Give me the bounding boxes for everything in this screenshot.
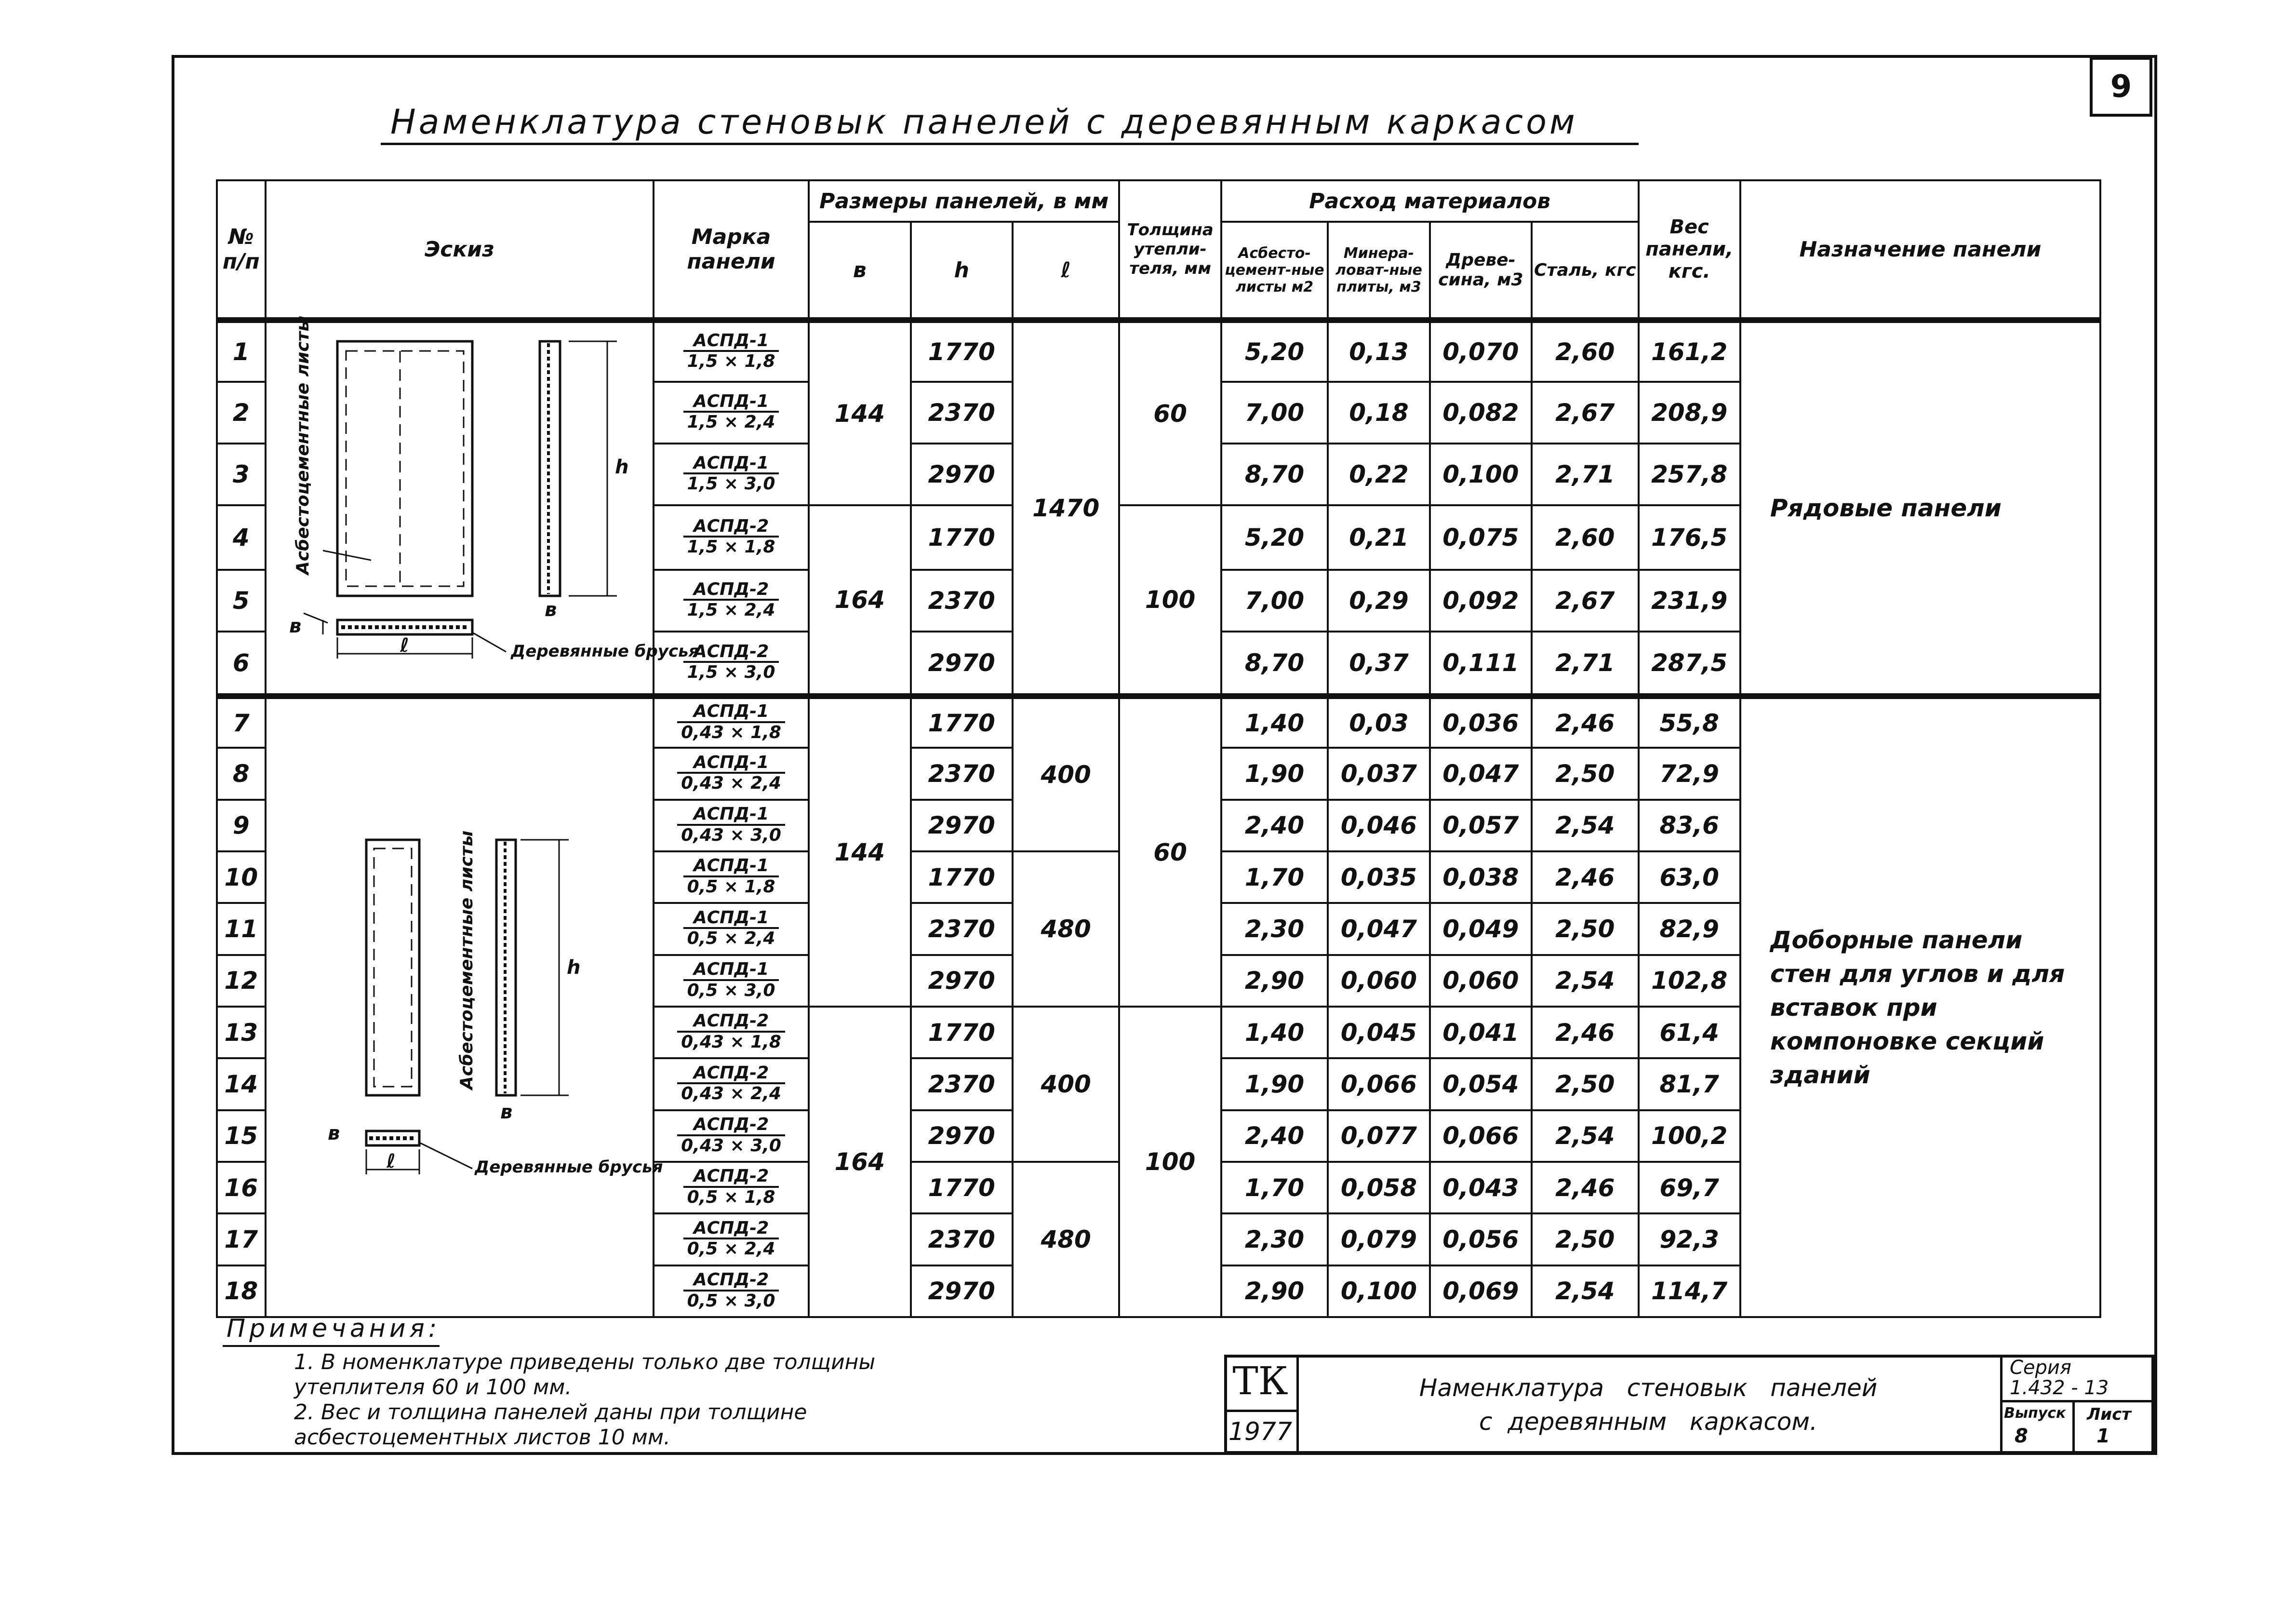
stamp-title-line-2: с деревянным каркасом. [1479, 1408, 1818, 1436]
value-steel: 2,54 [1532, 1265, 1638, 1317]
mark-type: АСПД-1 [683, 454, 779, 475]
value-wood: 0,069 [1430, 1265, 1532, 1317]
value-steel: 2,46 [1532, 1007, 1638, 1058]
mark-size: 0,43 × 3,0 [681, 1135, 781, 1156]
size-l: 480 [1013, 1162, 1119, 1317]
row-number: 15 [217, 1110, 266, 1162]
value-weight: 69,7 [1639, 1162, 1740, 1213]
mark-size: 0,43 × 1,8 [681, 723, 781, 743]
value-steel: 2,46 [1532, 851, 1638, 903]
value-steel: 2,60 [1532, 505, 1638, 570]
value-min: 0,060 [1328, 955, 1429, 1007]
value-steel: 2,71 [1532, 444, 1638, 505]
dim-l-label-1: ℓ [400, 634, 409, 657]
panel-mark-fraction [683, 1219, 779, 1259]
value-min: 0,29 [1328, 570, 1429, 632]
mark-type: АСПД-2 [677, 1011, 785, 1033]
value-min: 0,035 [1328, 851, 1429, 903]
value-wood: 0,100 [1430, 444, 1532, 505]
value-wood: 0,082 [1430, 382, 1532, 444]
wood-bars-label-1: Деревянные брусья [511, 642, 699, 661]
value-min: 0,046 [1328, 800, 1429, 851]
value-weight: 102,8 [1639, 955, 1740, 1007]
size-l: 400 [1013, 696, 1119, 851]
notes-underline [223, 1345, 440, 1347]
row-number: 7 [217, 696, 266, 748]
value-asb: 1,70 [1221, 1162, 1328, 1213]
size-h: 2370 [911, 1058, 1013, 1110]
mark-type: АСПД-2 [677, 1063, 785, 1085]
size-h: 2370 [911, 748, 1013, 799]
size-h: 2970 [911, 800, 1013, 851]
stamp-divider-3 [1224, 1410, 1296, 1412]
value-wood: 0,066 [1430, 1110, 1532, 1162]
value-weight: 231,9 [1639, 570, 1740, 632]
notes-title: Примечания: [227, 1314, 441, 1343]
stamp-divider-2 [2000, 1355, 2002, 1454]
panel-mark [654, 444, 809, 505]
size-h: 2970 [911, 955, 1013, 1007]
row-number: 9 [217, 800, 266, 851]
panel-mark [654, 800, 809, 851]
mark-size: 0,5 × 2,4 [687, 1239, 775, 1259]
value-min: 0,037 [1328, 748, 1429, 799]
issue-label: Выпуск [2004, 1405, 2066, 1422]
insulation-thickness: 60 [1119, 320, 1221, 505]
value-asb: 1,90 [1221, 748, 1328, 799]
size-h: 1770 [911, 320, 1013, 382]
value-min: 0,03 [1328, 696, 1429, 748]
panel-mark-fraction [683, 856, 779, 896]
value-steel: 2,50 [1532, 748, 1638, 799]
materials-group-header: Расход материалов [1221, 180, 1639, 222]
mark-type: АСПД-2 [683, 1167, 779, 1188]
dim-b-label-2b: в [328, 1122, 340, 1144]
asbestos-sheets-label-2: Асбестоцементные листы [457, 830, 477, 1090]
panel-mark-fraction [683, 1167, 779, 1207]
row-number: 1 [217, 320, 266, 382]
title-underline [381, 143, 1639, 145]
panel-mark [654, 505, 809, 570]
value-min: 0,058 [1328, 1162, 1429, 1213]
value-steel: 2,50 [1532, 903, 1638, 955]
panel-mark-fraction [683, 331, 779, 371]
mark-size: 1,5 × 3,0 [687, 662, 775, 683]
size-l: 1470 [1013, 320, 1119, 696]
value-asb: 2,40 [1221, 800, 1328, 851]
size-h: 2970 [911, 1110, 1013, 1162]
row-number: 2 [217, 382, 266, 444]
row-number: 14 [217, 1058, 266, 1110]
mark-size: 0,5 × 3,0 [687, 980, 775, 1000]
panel-mark [654, 1058, 809, 1110]
panel-mark [654, 696, 809, 748]
purpose-regular: Рядовые панели [1740, 320, 2100, 696]
sizes-group-header: Размеры панелей, в мм [809, 180, 1119, 222]
mark-size: 1,5 × 1,8 [687, 537, 775, 557]
value-wood: 0,036 [1430, 696, 1532, 748]
value-min: 0,079 [1328, 1213, 1429, 1265]
col-steel-header: Сталь, кгс [1532, 222, 1638, 320]
size-h: 1770 [911, 851, 1013, 903]
col-num-header: № п/п [217, 180, 266, 320]
value-weight: 161,2 [1639, 320, 1740, 382]
stamp-divider-1 [1296, 1355, 1299, 1454]
panel-mark [654, 320, 809, 382]
row-number: 18 [217, 1265, 266, 1317]
value-weight: 176,5 [1639, 505, 1740, 570]
size-h: 2970 [911, 632, 1013, 696]
series-label: Серия [2010, 1357, 2071, 1379]
stamp-divider-5 [2072, 1400, 2075, 1454]
insulation-thickness: 100 [1119, 505, 1221, 696]
value-asb: 8,70 [1221, 444, 1328, 505]
value-asb: 1,40 [1221, 696, 1328, 748]
size-h: 2370 [911, 903, 1013, 955]
panel-mark [654, 748, 809, 799]
mark-type: АСПД-2 [683, 517, 779, 538]
value-weight: 100,2 [1639, 1110, 1740, 1162]
wood-bars-label-2: Деревянные брусья [475, 1157, 663, 1177]
size-h: 1770 [911, 505, 1013, 570]
col-h-header: h [911, 222, 1013, 320]
value-wood: 0,043 [1430, 1162, 1532, 1213]
mark-type: АСПД-1 [677, 702, 785, 723]
panel-mark [654, 382, 809, 444]
mark-type: АСПД-1 [677, 753, 785, 774]
col-wood-header: Древе-сина, м3 [1430, 222, 1532, 320]
value-min: 0,045 [1328, 1007, 1429, 1058]
value-asb: 2,90 [1221, 955, 1328, 1007]
row-number: 5 [217, 570, 266, 632]
sheet-label: Лист [2087, 1405, 2131, 1424]
row-number: 13 [217, 1007, 266, 1058]
value-asb: 1,70 [1221, 851, 1328, 903]
value-weight: 208,9 [1639, 382, 1740, 444]
col-weight-header: Вес панели, кгс. [1639, 180, 1740, 320]
value-wood: 0,070 [1430, 320, 1532, 382]
panel-mark-fraction [683, 1270, 779, 1310]
row-number: 11 [217, 903, 266, 955]
row-number: 17 [217, 1213, 266, 1265]
purpose-additional: Доборные панели стен для углов и для вставок при компоновке секций зданий [1740, 696, 2100, 1317]
value-weight: 83,6 [1639, 800, 1740, 851]
panel-mark [654, 903, 809, 955]
dim-h-label-1: h [615, 456, 629, 478]
value-steel: 2,60 [1532, 320, 1638, 382]
value-asb: 7,00 [1221, 382, 1328, 444]
value-asb: 2,30 [1221, 903, 1328, 955]
value-weight: 81,7 [1639, 1058, 1740, 1110]
col-mineral-header: Минера-ловат-ные плиты, м3 [1328, 222, 1429, 320]
insulation-thickness: 100 [1119, 1007, 1221, 1317]
sheet-value: 1 [2096, 1425, 2110, 1447]
mark-type: АСПД-1 [683, 960, 779, 981]
sketch-drawing-1 [260, 315, 699, 686]
row-number: 4 [217, 505, 266, 570]
note-line-3: 2. Вес и толщина панелей даны при толщине [294, 1400, 807, 1425]
value-steel: 2,67 [1532, 570, 1638, 632]
dim-b-label-1: в [545, 599, 557, 621]
mark-type: АСПД-2 [683, 642, 779, 663]
dim-b-label-2: в [500, 1101, 513, 1123]
value-asb: 2,30 [1221, 1213, 1328, 1265]
value-steel: 2,54 [1532, 955, 1638, 1007]
col-purpose-header: Назначение панели [1740, 180, 2100, 320]
mark-type: АСПД-1 [677, 805, 785, 826]
size-b: 164 [809, 505, 910, 696]
page-number: 9 [2090, 57, 2152, 117]
size-b: 144 [809, 696, 910, 1007]
size-h: 2370 [911, 1213, 1013, 1265]
value-weight: 55,8 [1639, 696, 1740, 748]
value-wood: 0,075 [1430, 505, 1532, 570]
value-steel: 2,50 [1532, 1058, 1638, 1110]
size-b: 144 [809, 320, 910, 505]
col-asbestos-header: Асбесто-цемент-ные листы м2 [1221, 222, 1328, 320]
panel-mark [654, 1110, 809, 1162]
col-sketch-header: Эскиз [266, 180, 654, 320]
value-wood: 0,057 [1430, 800, 1532, 851]
row-number: 10 [217, 851, 266, 903]
mark-size: 0,43 × 2,4 [681, 773, 781, 794]
panel-mark-fraction [677, 1115, 785, 1155]
panel-mark-fraction [677, 702, 785, 742]
value-wood: 0,054 [1430, 1058, 1532, 1110]
panel-mark-fraction [683, 908, 779, 948]
value-min: 0,22 [1328, 444, 1429, 505]
panel-mark [654, 1162, 809, 1213]
value-asb: 1,90 [1221, 1058, 1328, 1110]
mark-size: 0,5 × 3,0 [687, 1291, 775, 1311]
size-h: 1770 [911, 696, 1013, 748]
mark-type: АСПД-2 [683, 1270, 779, 1292]
size-h: 2370 [911, 382, 1013, 444]
value-wood: 0,111 [1430, 632, 1532, 696]
value-steel: 2,50 [1532, 1213, 1638, 1265]
issue-value: 8 [2015, 1425, 2028, 1447]
col-b-header: в [809, 222, 910, 320]
col-l-header: ℓ [1013, 222, 1119, 320]
value-wood: 0,056 [1430, 1213, 1532, 1265]
note-line-4: асбестоцементных листов 10 мм. [294, 1425, 671, 1450]
mark-type: АСПД-2 [683, 580, 779, 601]
value-steel: 2,54 [1532, 800, 1638, 851]
value-steel: 2,46 [1532, 1162, 1638, 1213]
mark-type: АСПД-1 [683, 392, 779, 413]
mark-size: 0,5 × 1,8 [687, 876, 775, 897]
size-h: 2970 [911, 444, 1013, 505]
mark-size: 0,43 × 2,4 [681, 1084, 781, 1104]
size-h: 2970 [911, 1265, 1013, 1317]
row-number: 8 [217, 748, 266, 799]
sketch-drawing-2 [260, 820, 663, 1205]
panel-mark-fraction [677, 1063, 785, 1104]
dim-b-label-1b: в [289, 615, 302, 637]
value-min: 0,100 [1328, 1265, 1429, 1317]
value-min: 0,066 [1328, 1058, 1429, 1110]
size-h: 1770 [911, 1162, 1013, 1213]
value-wood: 0,038 [1430, 851, 1532, 903]
panel-mark-fraction [683, 960, 779, 1000]
value-weight: 72,9 [1639, 748, 1740, 799]
asbestos-sheets-label-1: Асбестоцементные листы [293, 315, 313, 575]
value-steel: 2,46 [1532, 696, 1638, 748]
panel-mark [654, 851, 809, 903]
value-asb: 8,70 [1221, 632, 1328, 696]
panel-mark-fraction [677, 1011, 785, 1051]
stamp-org: ТК [1232, 1359, 1288, 1403]
mark-size: 0,5 × 1,8 [687, 1187, 775, 1207]
size-l: 480 [1013, 851, 1119, 1007]
mark-size: 0,43 × 3,0 [681, 825, 781, 845]
panel-mark [654, 1213, 809, 1265]
panel-mark [654, 570, 809, 632]
value-asb: 7,00 [1221, 570, 1328, 632]
value-min: 0,37 [1328, 632, 1429, 696]
row-number: 12 [217, 955, 266, 1007]
value-asb: 2,40 [1221, 1110, 1328, 1162]
size-h: 1770 [911, 1007, 1013, 1058]
panel-mark-fraction [683, 454, 779, 494]
table-row [217, 696, 2100, 748]
value-asb: 5,20 [1221, 320, 1328, 382]
value-weight: 287,5 [1639, 632, 1740, 696]
panel-mark [654, 955, 809, 1007]
value-asb: 5,20 [1221, 505, 1328, 570]
value-steel: 2,54 [1532, 1110, 1638, 1162]
mark-size: 1,5 × 3,0 [687, 474, 775, 494]
size-b: 164 [809, 1007, 910, 1317]
value-weight: 257,8 [1639, 444, 1740, 505]
stamp-divider-4 [2000, 1400, 2154, 1402]
series-value: 1.432 - 13 [2010, 1377, 2109, 1399]
value-wood: 0,060 [1430, 955, 1532, 1007]
panel-mark-fraction [683, 517, 779, 557]
value-weight: 114,7 [1639, 1265, 1740, 1317]
panel-mark [654, 1265, 809, 1317]
value-wood: 0,047 [1430, 748, 1532, 799]
value-weight: 82,9 [1639, 903, 1740, 955]
mark-type: АСПД-2 [677, 1115, 785, 1136]
value-weight: 61,4 [1639, 1007, 1740, 1058]
value-weight: 92,3 [1639, 1213, 1740, 1265]
value-steel: 2,71 [1532, 632, 1638, 696]
panel-mark-fraction [677, 805, 785, 845]
row-number: 6 [217, 632, 266, 696]
stamp-title-line-1: Наменклатура стеновык панелей [1419, 1374, 1878, 1402]
mark-size: 1,5 × 2,4 [687, 412, 775, 432]
value-min: 0,18 [1328, 382, 1429, 444]
stamp-year: 1977 [1228, 1417, 1293, 1446]
insulation-thickness: 60 [1119, 696, 1221, 1007]
size-h: 2370 [911, 570, 1013, 632]
size-l: 400 [1013, 1007, 1119, 1162]
note-line-2: утеплителя 60 и 100 мм. [294, 1375, 572, 1400]
mark-size: 1,5 × 1,8 [687, 351, 775, 372]
col-insul-header: Толщина утепли-теля, мм [1119, 180, 1221, 320]
col-mark-header: Марка панели [654, 180, 809, 320]
mark-type: АСПД-1 [683, 908, 779, 929]
value-min: 0,21 [1328, 505, 1429, 570]
value-min: 0,047 [1328, 903, 1429, 955]
mark-size: 0,5 × 2,4 [687, 929, 775, 949]
panel-mark-fraction [683, 580, 779, 620]
dim-h-label-2: h [567, 956, 581, 979]
panel-mark-fraction [677, 753, 785, 793]
panel-mark [654, 1007, 809, 1058]
note-line-1: 1. В номенклатуре приведены только две толщины [294, 1350, 876, 1374]
panel-mark-fraction [683, 392, 779, 432]
mark-size: 1,5 × 2,4 [687, 600, 775, 620]
value-wood: 0,092 [1430, 570, 1532, 632]
row-number: 3 [217, 444, 266, 505]
mark-type: АСПД-1 [683, 856, 779, 877]
value-min: 0,13 [1328, 320, 1429, 382]
dim-l-label-2: ℓ [387, 1150, 396, 1172]
mark-type: АСПД-1 [683, 331, 779, 352]
mark-type: АСПД-2 [683, 1219, 779, 1240]
value-wood: 0,049 [1430, 903, 1532, 955]
value-min: 0,077 [1328, 1110, 1429, 1162]
value-weight: 63,0 [1639, 851, 1740, 903]
mark-size: 0,43 × 1,8 [681, 1032, 781, 1052]
row-number: 16 [217, 1162, 266, 1213]
value-wood: 0,041 [1430, 1007, 1532, 1058]
value-asb: 1,40 [1221, 1007, 1328, 1058]
value-asb: 2,90 [1221, 1265, 1328, 1317]
value-steel: 2,67 [1532, 382, 1638, 444]
page-title: Наменклатура стеновык панелей с деревянным каркасом [390, 102, 1578, 142]
